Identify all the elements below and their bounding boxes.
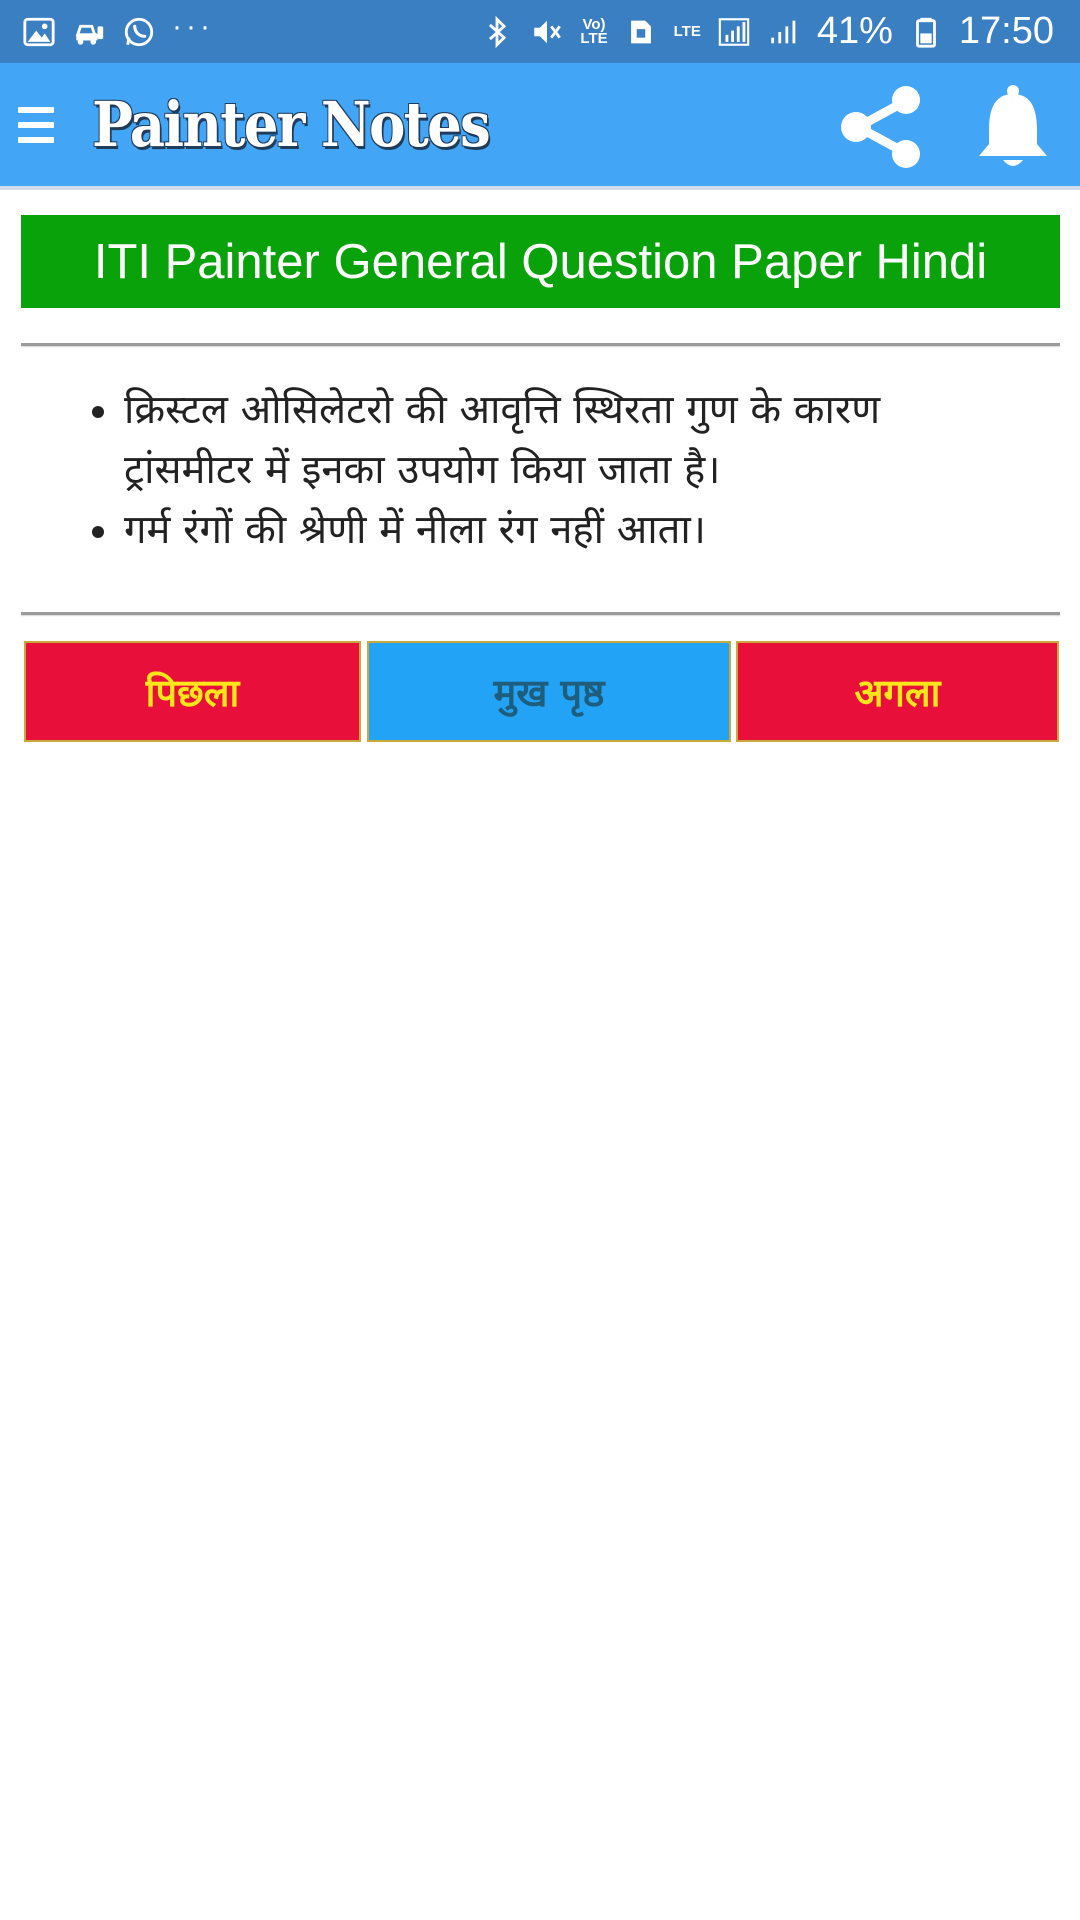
battery-icon [909,15,943,49]
bullet-icon [92,526,104,538]
clock: 17:50 [958,10,1054,52]
bullet-icon [92,406,104,418]
status-bar-right [480,10,1054,53]
app-bar [0,63,1080,190]
car-icon [72,15,106,49]
next-button[interactable]: अगला [736,641,1059,742]
whatsapp-icon [122,15,156,49]
app-bar-actions [836,63,1058,190]
bell-icon[interactable] [968,81,1058,173]
bluetooth-icon [480,15,514,49]
list-item [124,380,1020,500]
volte-indicator: Vo) LTE [580,15,608,47]
share-icon[interactable] [836,81,926,173]
status-bar-left [22,9,214,49]
divider-bottom [21,612,1060,615]
divider-top [21,343,1060,346]
list-item [124,500,1020,560]
gallery-icon [22,15,56,49]
note-text: क्रिस्टल ओसिलेटरो की आवृत्ति स्थिरता गुण के कारण ट्रांसमीटर में इनका उपयोग किया जाता है। [124,387,881,493]
battery-percentage: 41% [816,10,893,52]
nfc-icon [624,15,658,49]
signal-icon [717,15,751,49]
status-bar [0,0,1080,63]
more-notifications-icon: ··· [172,9,214,43]
navigation-row [24,641,1059,742]
previous-button[interactable]: पिछला [24,641,361,742]
mute-icon [530,15,564,49]
app-title: Painter Notes [92,88,489,161]
home-button[interactable]: मुख पृष्ठ [367,641,731,742]
note-text: गर्म रंगों की श्रेणी में नीला रंग नहीं आता। [124,507,706,553]
hamburger-menu-icon[interactable] [18,95,74,155]
notes-list [0,380,1080,560]
signal-2-icon [767,15,801,49]
lte-indicator: LTE [673,22,701,40]
page-title-banner: ITI Painter General Question Paper Hindi [21,215,1060,308]
